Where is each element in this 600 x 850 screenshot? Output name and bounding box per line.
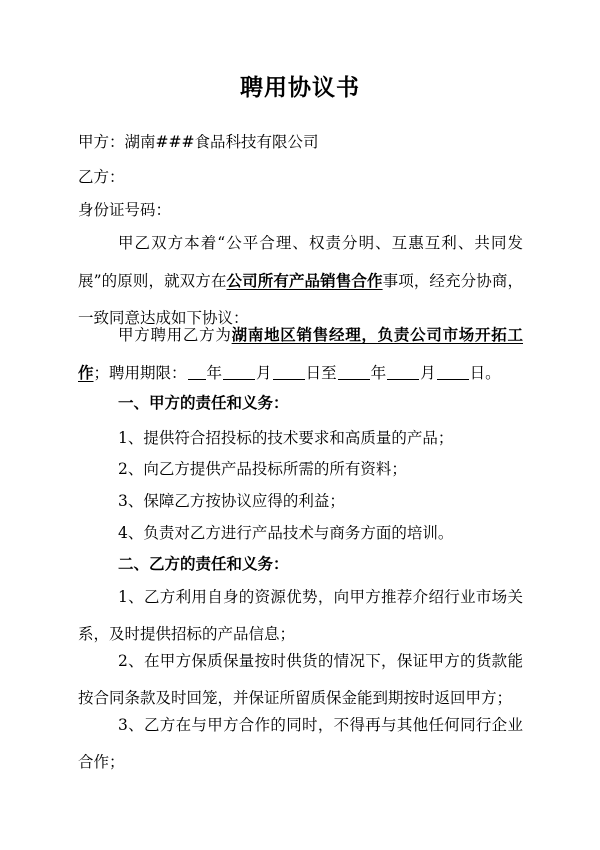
hire-position: 湖南地区销售经理，负责公司市场开拓工作 (78, 325, 523, 382)
section-2-item: 2、在甲方保质保量按时供货的情况下，保证甲方的货款能按合同条款及时回笼，并保证所留质保金能到期按时返回甲方； (78, 652, 523, 707)
blank-end-year (338, 378, 370, 380)
party-a-line (0, 131, 600, 153)
party-a-label: 甲方： (78, 133, 125, 151)
intro-text-2: 事项，经充分协商，一致同意达成如下协议： (78, 272, 523, 327)
blank-start-month (223, 378, 255, 380)
section-1-item: 1、提供符合招投标的技术要求和高质量的产品； (118, 429, 454, 447)
intro-emphasis: 公司所有产品销售合作 (226, 271, 383, 290)
section-1-title: 一、甲方的责任和义务： (118, 393, 289, 412)
section-2-item: 1、乙方利用自身的资源优势，向甲方推荐介绍行业市场关系，及时提供招标的产品信息； (78, 588, 523, 643)
blank-end-month (387, 378, 419, 380)
blank-start-day (273, 378, 305, 380)
party-b-label: 乙方： (78, 168, 125, 186)
id-number-line (0, 199, 600, 221)
section-1-item: 4、负责对乙方进行产品技术与商务方面的培训。 (118, 524, 454, 542)
section-1-item: 3、保障乙方按协议应得的利益； (118, 492, 345, 510)
hire-month-2: 月 (420, 364, 436, 382)
hire-month-1: 月 (256, 364, 272, 382)
party-b-line (0, 166, 600, 188)
section-1-item: 2、向乙方提供产品投标所需的所有资料； (118, 460, 407, 478)
hire-text-2: ；聘用期限： (93, 364, 187, 382)
hire-day-end: 日。 (469, 364, 501, 382)
blank-start-year (188, 378, 206, 380)
party-a-value: 湖南###食品科技有限公司 (124, 133, 319, 151)
hire-year-1: 年 (206, 364, 223, 382)
hire-day-to: 日至 (305, 364, 337, 382)
hire-text-1: 甲方聘用乙方为 (118, 326, 232, 344)
document-title: 聘用协议书 (240, 74, 360, 101)
id-number-label: 身份证号码： (78, 201, 172, 219)
intro-text-1: 甲乙双方本着“公平合理、权责分明、互惠互利、共同发展”的原则，就双方在 (78, 234, 523, 290)
section-2-title: 二、乙方的责任和义务： (118, 554, 289, 573)
section-2-item: 3、乙方在与甲方合作的同时，不得再与其他任何同行企业合作； (78, 716, 523, 771)
hire-year-2: 年 (370, 364, 387, 382)
blank-end-day (437, 378, 469, 380)
hire-paragraph (78, 316, 523, 392)
